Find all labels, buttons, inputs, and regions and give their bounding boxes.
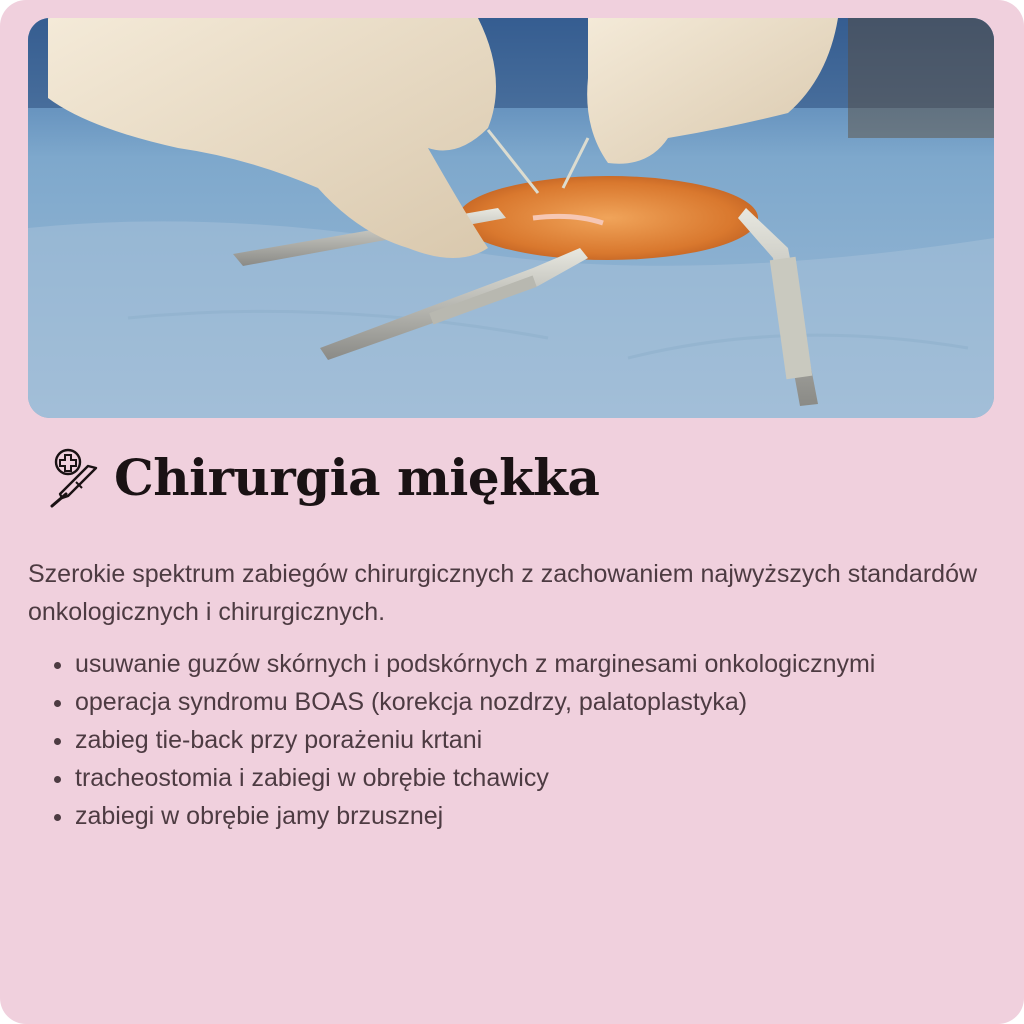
procedure-list <box>28 645 975 835</box>
scalpel-medical-icon <box>46 446 104 508</box>
list-item: • operacja syndromu BOAS (korekcja nozdrzy, palatoplastyka) <box>75 683 975 721</box>
card-description: Szerokie spektrum zabiegów chirurgicznych z zachowaniem najwyższych standardów onkologicznych i chirurgicznych. <box>28 560 978 626</box>
card-title: Chirurgia miękka <box>114 447 600 507</box>
card-heading <box>46 444 599 510</box>
list-item: • tracheostomia i zabiegi w obrębie tchawicy <box>75 759 975 797</box>
surgery-photo <box>28 18 994 418</box>
list-item: • zabieg tie-back przy porażeniu krtani <box>75 721 975 759</box>
list-item: • usuwanie guzów skórnych i podskórnych z marginesami onkologicznymi <box>75 645 975 683</box>
list-item: • zabiegi w obrębie jamy brzusznej <box>75 797 975 835</box>
surgery-photo-illustration <box>28 18 994 418</box>
